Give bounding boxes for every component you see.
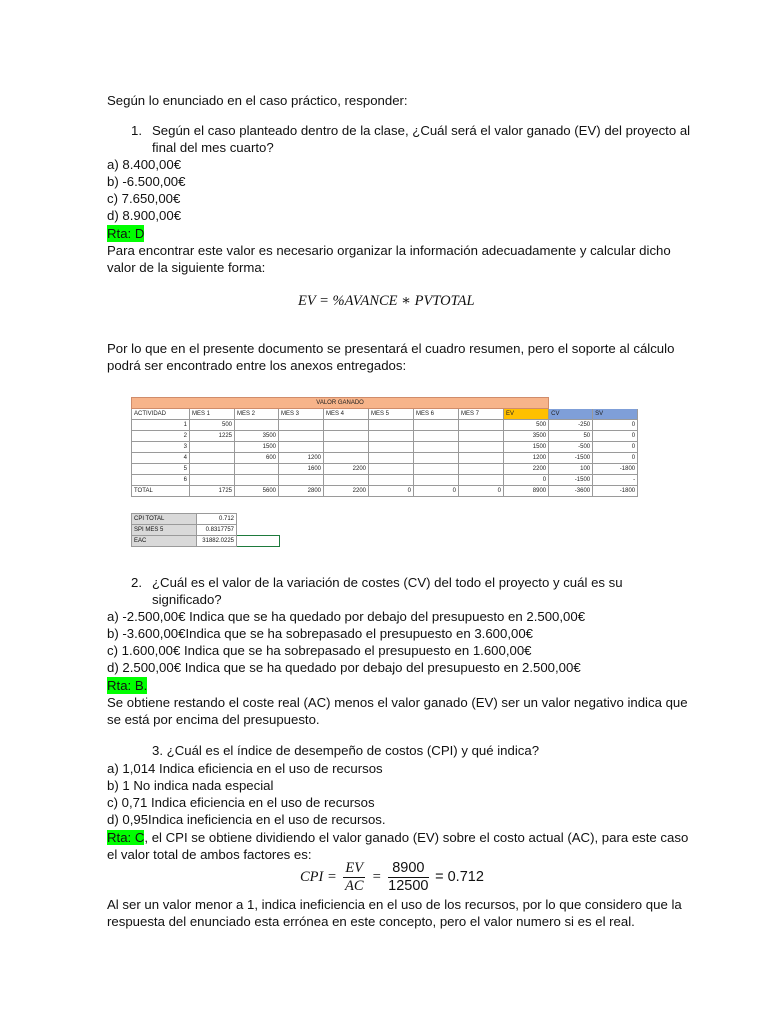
table-cell [459, 464, 504, 475]
q3-option-a: a) 1,014 Indica eficiencia en el uso de recursos [107, 761, 383, 776]
table-row [132, 431, 638, 442]
table-cell [324, 420, 369, 431]
table-cell [369, 464, 414, 475]
header-cv: CV [549, 409, 593, 420]
q3-answer: Rta: C [107, 830, 145, 845]
q3-option-c: c) 0,71 Indica eficiencia en el uso de recursos [107, 795, 375, 810]
table-cell: 50 [549, 431, 593, 442]
q3-option-d: d) 0,95Indica ineficiencia en el uso de recursos. [107, 812, 386, 827]
table-cell: 8900 [504, 486, 549, 497]
cpi-fraction-numeric [388, 860, 428, 895]
table-cell: -1500 [549, 475, 593, 486]
q2-option-d: d) 2.500,00€ Indica que se ha quedado por debajo del presupuesto en 2.500,00€ [107, 660, 581, 675]
q3-explanation-line1: , el CPI se obtiene dividiendo el valor ganado (EV) sobre el costo actual (AC), para este caso [144, 830, 689, 845]
q1-text-line1: Según el caso planteado dentro de la clase, ¿Cuál será el valor ganado (EV) del proyecto al [152, 123, 691, 138]
header-actividad: ACTIVIDAD [132, 409, 190, 420]
table-cell: 500 [190, 420, 235, 431]
header-mes3: MES 3 [279, 409, 324, 420]
table-cell: -250 [549, 420, 593, 431]
table-total-row [132, 486, 638, 497]
q1-text-line2: final del mes cuarto? [152, 140, 274, 155]
table-cell: 100 [549, 464, 593, 475]
table-cell: 0 [593, 442, 638, 453]
table-cell: - [593, 475, 638, 486]
table-cell: 2200 [324, 464, 369, 475]
intro-text: Según lo enunciado en el caso práctico, responder: [107, 93, 408, 108]
table-cell [235, 475, 279, 486]
cpi-formula [300, 860, 484, 895]
table-cell [190, 442, 235, 453]
q2-text-line1: ¿Cuál es el valor de la variación de costes (CV) del todo el proyecto y cuál es su [152, 575, 623, 590]
table-cell [324, 431, 369, 442]
indices-table [131, 513, 280, 547]
table-cell: 0 [369, 486, 414, 497]
table-cell [369, 475, 414, 486]
table-cell [459, 431, 504, 442]
q2-number: 2. [131, 575, 142, 590]
table-cell [279, 442, 324, 453]
table-cell [459, 420, 504, 431]
table-cell [414, 475, 459, 486]
table-cell: 500 [504, 420, 549, 431]
q1-explanation-line2: valor de la siguiente forma: [107, 260, 266, 275]
q2-text-line2: significado? [152, 592, 222, 607]
ev-formula: EV = %AVANCE ∗ PVTOTAL [298, 293, 475, 309]
indices-row [132, 536, 280, 547]
cpi-fraction-numerator: EV [345, 860, 364, 876]
q1-option-a: a) 8.400,00€ [107, 157, 182, 172]
q2-explanation-line2: se está por encima del presupuesto. [107, 712, 320, 727]
q2-option-c: c) 1.600,00€ Indica que se ha sobrepasado el presupuesto en 1.600,00€ [107, 643, 532, 658]
table-cell [414, 442, 459, 453]
table-cell [324, 475, 369, 486]
cpi-ac-value: 12500 [388, 878, 429, 894]
header-mes4: MES 4 [324, 409, 369, 420]
q3-conclusion-line1: Al ser un valor menor a 1, indica ineficiencia en el uso de los recursos, por lo que considero que la [107, 897, 682, 912]
table-cell [235, 464, 279, 475]
table-cell: 3500 [504, 431, 549, 442]
table-cell: 1200 [279, 453, 324, 464]
q3-option-b: b) 1 No indica nada especial [107, 778, 274, 793]
table-cell [414, 420, 459, 431]
cpi-lhs: CPI = [300, 868, 337, 885]
table-cell [190, 453, 235, 464]
table-cell: 0 [459, 486, 504, 497]
q1-option-c: c) 7.650,00€ [107, 191, 181, 206]
table-cell: 2200 [504, 464, 549, 475]
table-cell: 1 [132, 420, 190, 431]
q3-explanation-line2: el valor total de ambos factores es: [107, 847, 312, 862]
table-cell: 4 [132, 453, 190, 464]
header-mes6: MES 6 [414, 409, 459, 420]
index-label: CPI TOTAL [132, 514, 197, 525]
q1-option-d: d) 8.900,00€ [107, 208, 182, 223]
table-cell: 1225 [190, 431, 235, 442]
table-title-row [132, 398, 638, 409]
table-cell [369, 442, 414, 453]
header-mes1: MES 1 [190, 409, 235, 420]
table-cell [459, 475, 504, 486]
table-cell [414, 453, 459, 464]
table-cell [414, 464, 459, 475]
table-cell: -1500 [549, 453, 593, 464]
table-cell: -3600 [549, 486, 593, 497]
indices-row [132, 514, 280, 525]
table-cell [279, 420, 324, 431]
table-cell: 1500 [235, 442, 279, 453]
table-cell [459, 442, 504, 453]
table-cell: 1600 [279, 464, 324, 475]
header-mes2: MES 2 [235, 409, 279, 420]
table-cell [324, 442, 369, 453]
q1-summary-line1: Por lo que en el presente documento se presentará el cuadro resumen, pero el soporte al cálculo [107, 341, 675, 356]
header-sv: SV [593, 409, 638, 420]
table-row [132, 442, 638, 453]
q3-title: 3. ¿Cuál es el índice de desempeño de costos (CPI) y qué indica? [152, 743, 540, 758]
table-cell [190, 464, 235, 475]
table-cell [190, 475, 235, 486]
table-cell [279, 431, 324, 442]
table-header-row [132, 409, 638, 420]
table-cell: 2800 [279, 486, 324, 497]
table-cell: 1725 [190, 486, 235, 497]
q2-explanation-line1: Se obtiene restando el coste real (AC) menos el valor ganado (EV) ser un valor negativo indica que [107, 695, 688, 710]
table-cell: 0 [593, 431, 638, 442]
table-cell: 0 [593, 420, 638, 431]
table-cell [459, 453, 504, 464]
table-cell [324, 453, 369, 464]
table-cell: -500 [549, 442, 593, 453]
earned-value-table [131, 397, 637, 497]
cpi-fraction-symbolic [343, 860, 365, 895]
table-cell: 3500 [235, 431, 279, 442]
q2-option-a: a) -2.500,00€ Indica que se ha quedado por debajo del presupuesto en 2.500,00€ [107, 609, 586, 624]
table-cell: -1800 [593, 486, 638, 497]
table-cell: 3 [132, 442, 190, 453]
table-cell [369, 453, 414, 464]
indices-row [132, 525, 280, 536]
table-row [132, 464, 638, 475]
q2-answer: Rta: B. [107, 678, 148, 693]
table-cell: 2200 [324, 486, 369, 497]
table-cell: 1500 [504, 442, 549, 453]
table-row [132, 475, 638, 486]
cpi-result: = 0.712 [435, 868, 484, 885]
q3-conclusion-line2: respuesta del enunciado esta errónea en este concepto, pero el valor numero si es el real. [107, 914, 635, 929]
q1-answer: Rta: D [107, 226, 145, 241]
table-cell [279, 475, 324, 486]
table-cell: 1200 [504, 453, 549, 464]
table-cell: 5600 [235, 486, 279, 497]
index-value: 31882.0225 [197, 536, 237, 547]
q2-option-b: b) -3.600,00€Indica que se ha sobrepasado el presupuesto en 3.600,00€ [107, 626, 533, 641]
table-cell: 2 [132, 431, 190, 442]
q1-number: 1. [131, 123, 142, 138]
table-cell: 0 [414, 486, 459, 497]
index-label: SPI MES 5 [132, 525, 197, 536]
table-cell [369, 431, 414, 442]
table-cell: TOTAL [132, 486, 190, 497]
table-cell: 6 [132, 475, 190, 486]
table-cell: 0 [504, 475, 549, 486]
table-cell [235, 420, 279, 431]
cpi-fraction-denominator: AC [345, 878, 364, 894]
q1-summary-line2: podrá ser encontrado entre los anexos entregados: [107, 358, 407, 373]
table-row [132, 453, 638, 464]
cpi-equals: = [371, 868, 382, 885]
table-row [132, 420, 638, 431]
table-cell [369, 420, 414, 431]
table-cell [414, 431, 459, 442]
cpi-ev-value: 8900 [388, 860, 428, 878]
q3-answer-line [107, 829, 688, 846]
table-cell: -1800 [593, 464, 638, 475]
header-mes5: MES 5 [369, 409, 414, 420]
index-value: 0.8317757 [197, 525, 237, 536]
index-label: EAC [132, 536, 197, 547]
table-cell: 5 [132, 464, 190, 475]
q1-option-b: b) -6.500,00€ [107, 174, 186, 189]
header-mes7: MES 7 [459, 409, 504, 420]
q1-explanation-line1: Para encontrar este valor es necesario organizar la información adecuadamente y calcular dicho [107, 243, 671, 258]
table-cell: 0 [593, 453, 638, 464]
selected-cell[interactable] [237, 536, 280, 547]
header-ev: EV [504, 409, 549, 420]
table-cell: 600 [235, 453, 279, 464]
index-value: 0.712 [197, 514, 237, 525]
table-title: VALOR GANADO [132, 398, 549, 409]
